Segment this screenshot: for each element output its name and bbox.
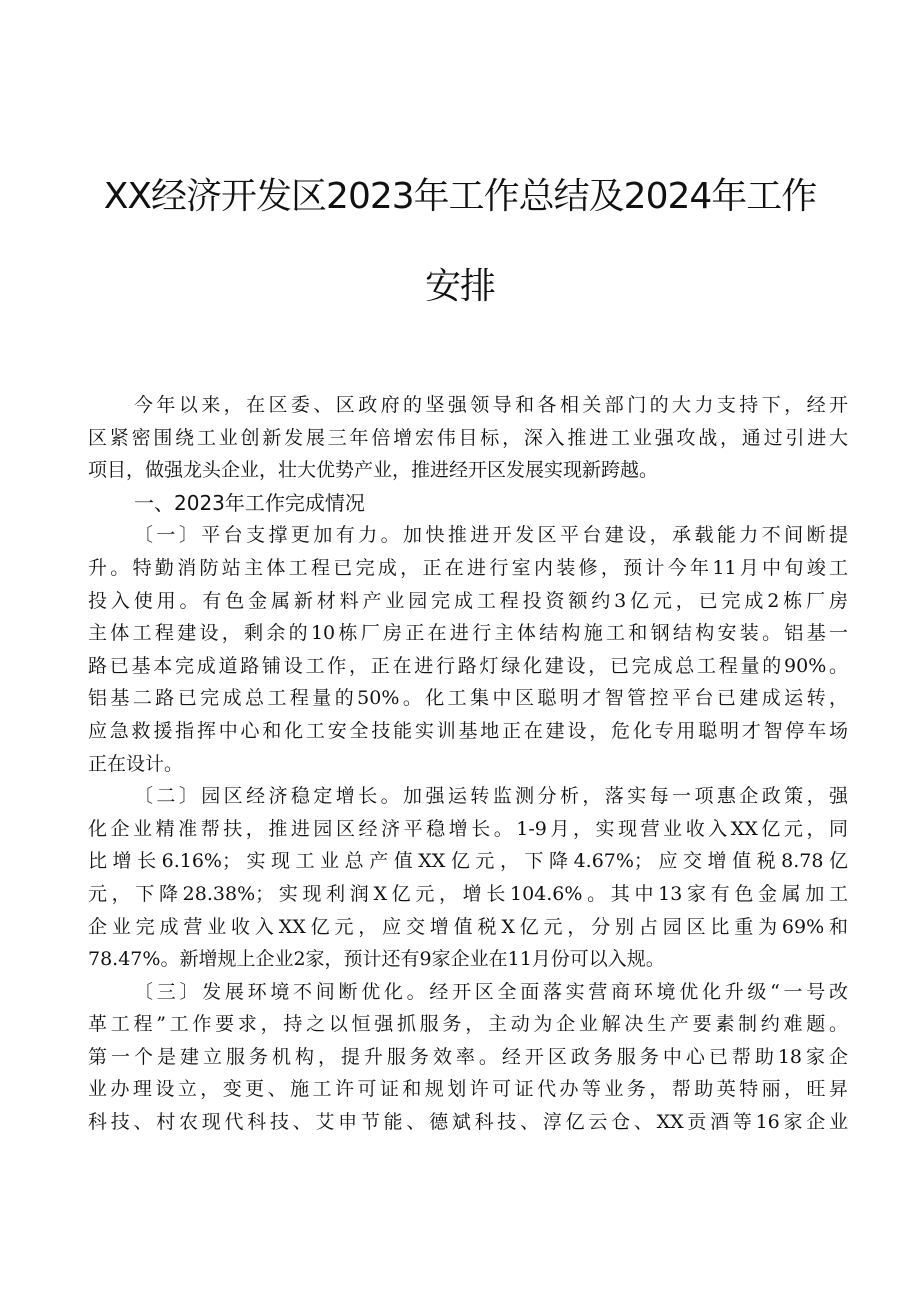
section-heading: 一、2023年工作完成情况 [134,490,365,515]
paragraph-line: 元，下降28.38%；实现利润X亿元，增长104.6%。其中13家有色金属加工 [88,882,848,905]
paragraph-line: 应急救援指挥中心和化工安全技能实训基地正在建设，危化专用聪明才智停车场 [88,719,848,742]
paragraph-line: 投入使用。有色金属新材料产业园完成工程投资额约3亿元，已完成2栋厂房 [88,589,848,612]
paragraph-line: 企业完成营业收入XX亿元，应交增值税X亿元，分别占园区比重为69%和 [88,915,848,938]
paragraph-line: 〔二〕园区经济稳定增长。加强运转监测分析，落实每一项惠企政策，强 [134,785,848,808]
document-title-line-2: 安排 [424,266,495,307]
paragraph-line: 升。特勤消防站主体工程已完成，正在进行室内装修，预计今年11月中旬竣工 [88,556,848,579]
paragraph-line: 业办理设立，变更、施工许可证和规划许可证代办等业务，帮助英特丽，旺昇 [88,1078,848,1101]
paragraph-line: 革工程”工作要求，持之以恒强抓服务，主动为企业解决生产要素制约难题。 [88,1013,848,1036]
intro-line: 今年以来，在区委、区政府的坚强领导和各相关部门的大力支持下，经开 [134,394,848,416]
intro-line: 项目，做强龙头企业，壮大优势产业，推进经开区发展实现新跨越。 [88,459,659,482]
paragraph-line: 第一个是建立服务机构，提升服务效率。经开区政务服务中心已帮助18家企 [88,1045,848,1068]
paragraph-line: 铝基二路已完成总工程量的50%。化工集中区聪明才智管控平台已建成运转， [88,687,848,710]
paragraph-line: 科技、村农现代科技、艾申节能、德斌科技、淳亿云仓、XX贡酒等16家企业 [88,1111,848,1134]
document-title-line-1: XX经济开发区2023年工作总结及2024年工作 [103,176,817,217]
document-body [88,389,848,1139]
paragraph-line: 正在设计。 [88,752,184,775]
paragraph-line: 路已基本完成道路铺设工作，正在进行路灯绿化建设，已完成总工程量的90%。 [88,654,848,677]
paragraph-line: 78.47%。新增规上企业2家，预计还有9家企业在11月份可以入规。 [88,948,665,971]
paragraph-line: 比增长6.16%；实现工业总产值XX亿元，下降4.67%；应交增值税8.78亿 [88,850,848,873]
intro-line: 区紧密围绕工业创新发展三年倍增宏伟目标，深入推进工业强攻战，通过引进大 [88,426,848,449]
paragraph-line: 〔一〕平台支撑更加有力。加快推进开发区平台建设，承载能力不间断提 [134,524,848,547]
paragraph-line: 主体工程建设，剩余的10栋厂房正在进行主体结构施工和钢结构安装。铝基一 [88,622,848,645]
paragraph-line: 化企业精准帮扶，推进园区经济平稳增长。1-9月，实现营业收入XX亿元，同 [88,817,848,840]
paragraph-line: 〔三〕发展环境不间断优化。经开区全面落实营商环境优化升级“一号改 [134,980,848,1003]
